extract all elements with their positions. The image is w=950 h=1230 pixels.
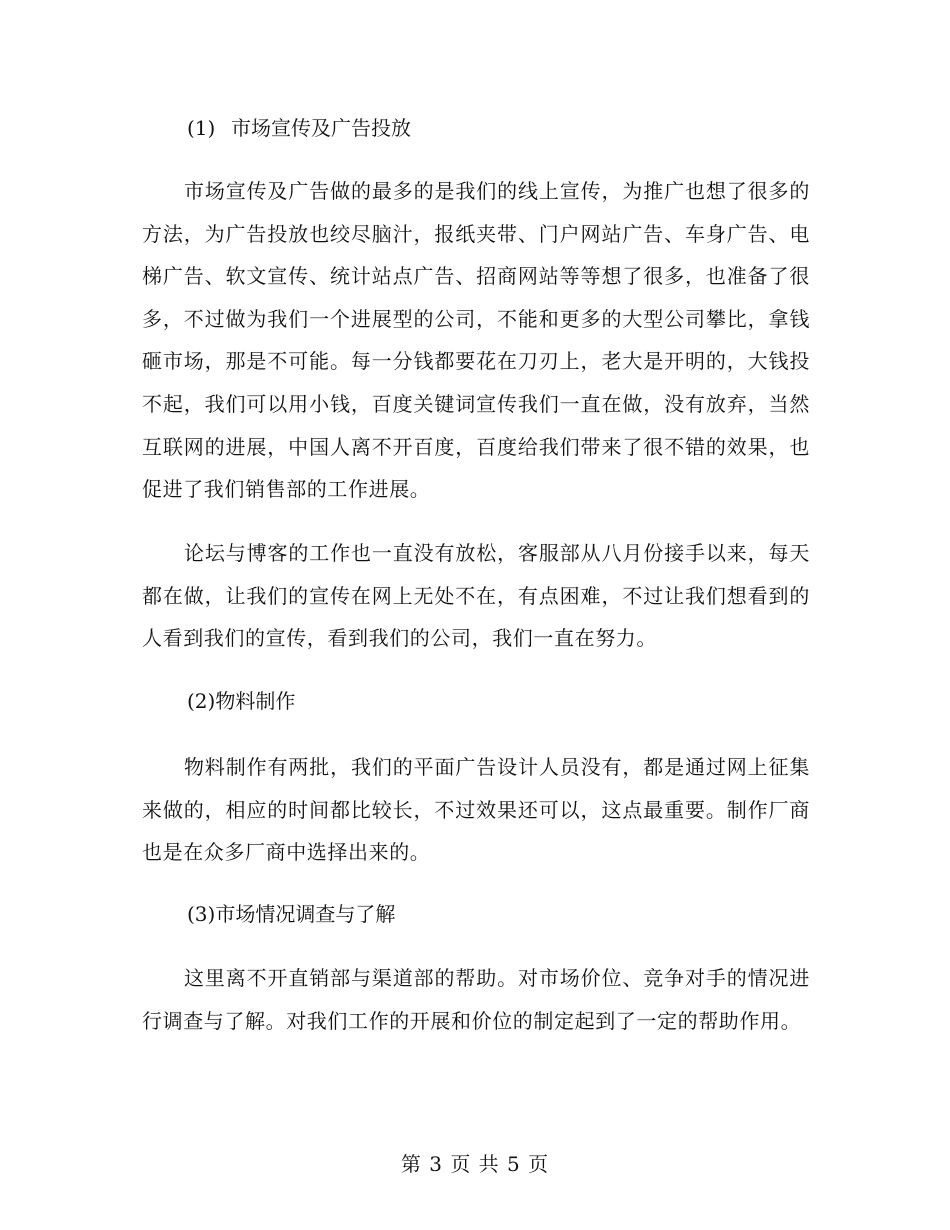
section-heading-2: (2)物料制作 (187, 689, 296, 713)
paragraph-forum-blog: 论坛与博客的工作也一直没有放松，客服部从八月份接手以来，每天都在做，让我们的宣传在网上无处不在，有点困难，不过让我们想看到的人看到我们的宣传，看到我们的公司，我们一直在努力。 (142, 541, 810, 651)
section-heading-3: (3)市场情况调查与了解 (187, 902, 396, 926)
paragraph-materials: 物料制作有两批，我们的平面广告设计人员没有，都是通过网上征集来做的，相应的时间都比较长，不过效果还可以，这点最重要。制作厂商也是在众多厂商中选择出来的。 (142, 755, 810, 865)
section-title-1: 市场宣传及广告投放 (231, 116, 411, 140)
paragraph-advertising: 市场宣传及广告做的最多的是我们的线上宣传，为推广也想了很多的方法，为广告投放也绞尽脑汁，报纸夹带、门户网站广告、车身广告、电梯广告、软文宣传、统计站点广告、招商网站等等想了很多，也准备了很多，不过做为我们一个进展型的公司，不能和更多的大型公司攀比，拿钱砸市场，那是不可能。每一分钱都要花在刀刃上，老大是开明的，大钱投不起，我们可以用小钱，百度关键词宣传我们一直在做，没有放弃，当然互联网的进展，中国人离不开百度，百度给我们带来了很不错的效果，也促进了我们销售部的工作进展。 (142, 179, 810, 502)
paragraph-market-survey: 这里离不开直销部与渠道部的帮助。对市场价位、竞争对手的情况进行调查与了解。对我们工作的开展和价位的制定起到了一定的帮助作用。 (142, 966, 810, 1033)
section-number-1: (1) (187, 116, 216, 140)
page-number-footer: 第 3 页 共 5 页 (400, 1152, 550, 1176)
section-heading-1 (187, 114, 411, 142)
